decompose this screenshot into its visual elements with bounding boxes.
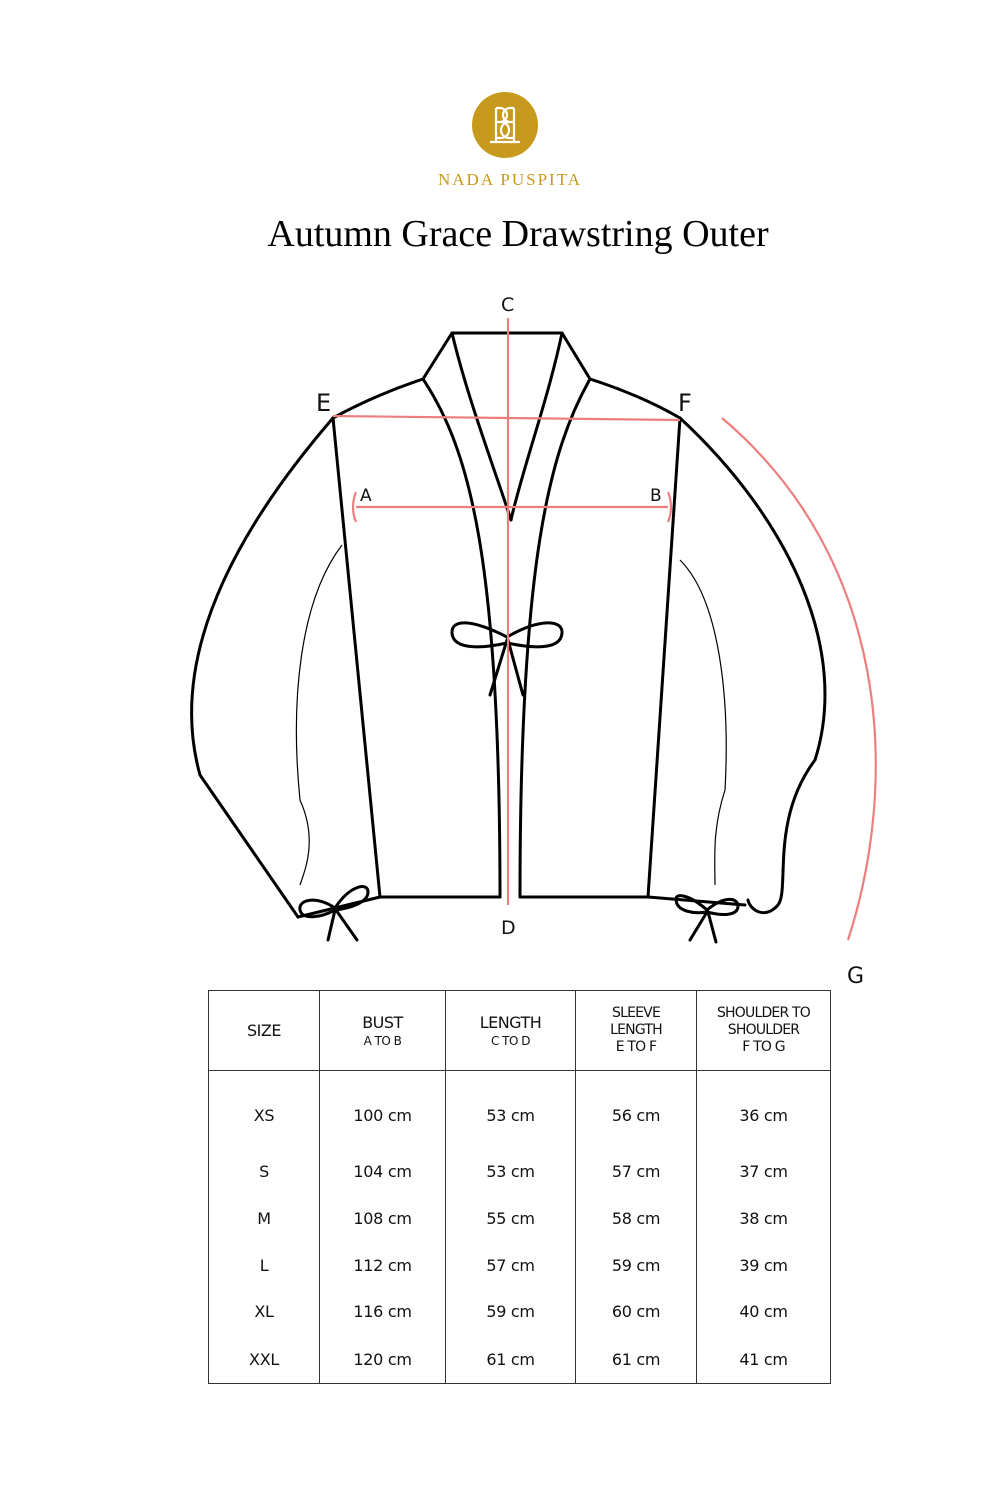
header-bust: BUST A TO B [320, 991, 446, 1071]
point-label-b: B [650, 486, 662, 506]
table-row [209, 1335, 831, 1383]
table-row [209, 1195, 831, 1242]
nada-puspita-monogram-logo [470, 90, 540, 160]
cell-sleeve: 58 cm [576, 1195, 697, 1242]
table-row [209, 1071, 831, 1149]
cell-sleeve: 57 cm [576, 1148, 697, 1195]
point-label-e: E [316, 389, 332, 417]
cell-bust: 116 cm [320, 1289, 446, 1336]
cell-bust: 112 cm [320, 1242, 446, 1289]
cell-shoulder: 41 cm [697, 1335, 831, 1383]
table-row [209, 1289, 831, 1336]
cell-bust: 108 cm [320, 1195, 446, 1242]
size-chart-table [208, 990, 831, 1384]
measurement-lines [333, 318, 876, 940]
cell-size: XL [209, 1289, 320, 1336]
cell-length: 57 cm [446, 1242, 576, 1289]
cell-sleeve: 61 cm [576, 1335, 697, 1383]
cell-shoulder: 37 cm [697, 1148, 831, 1195]
header-sleeve-length: SLEEVE LENGTH E TO F [576, 991, 697, 1071]
point-label-c: C [501, 294, 515, 316]
header-shoulder-to-shoulder: SHOULDER TO SHOULDER F TO G [697, 991, 831, 1071]
cell-length: 59 cm [446, 1289, 576, 1336]
product-title: Autumn Grace Drawstring Outer [267, 213, 769, 255]
point-label-d: D [501, 917, 516, 939]
cell-shoulder: 38 cm [697, 1195, 831, 1242]
point-label-g: G [847, 964, 865, 989]
garment-measurement-diagram [0, 280, 1000, 1000]
cell-length: 55 cm [446, 1195, 576, 1242]
header-size: SIZE [209, 991, 320, 1071]
sleeve-line-f-to-g [722, 418, 876, 940]
cell-sleeve: 60 cm [576, 1289, 697, 1336]
table-row [209, 1148, 831, 1195]
point-label-a: A [360, 486, 372, 506]
shoulder-line-e-to-f [333, 416, 680, 420]
point-label-f: F [678, 389, 692, 417]
cell-size: S [209, 1148, 320, 1195]
cell-length: 53 cm [446, 1148, 576, 1195]
cell-bust: 100 cm [320, 1071, 446, 1149]
table-row [209, 1242, 831, 1289]
cell-size: XXL [209, 1335, 320, 1383]
cell-size: L [209, 1242, 320, 1289]
cell-sleeve: 59 cm [576, 1242, 697, 1289]
cell-sleeve: 56 cm [576, 1071, 697, 1149]
cell-length: 53 cm [446, 1071, 576, 1149]
cell-shoulder: 39 cm [697, 1242, 831, 1289]
cell-bust: 104 cm [320, 1148, 446, 1195]
cell-shoulder: 40 cm [697, 1289, 831, 1336]
cell-shoulder: 36 cm [697, 1071, 831, 1149]
cell-length: 61 cm [446, 1335, 576, 1383]
cell-size: XS [209, 1071, 320, 1149]
brand-name: NADA PUSPITA [437, 170, 583, 189]
cell-size: M [209, 1195, 320, 1242]
header-length: LENGTH C TO D [446, 991, 576, 1071]
table-header-row [209, 991, 831, 1071]
cell-bust: 120 cm [320, 1335, 446, 1383]
